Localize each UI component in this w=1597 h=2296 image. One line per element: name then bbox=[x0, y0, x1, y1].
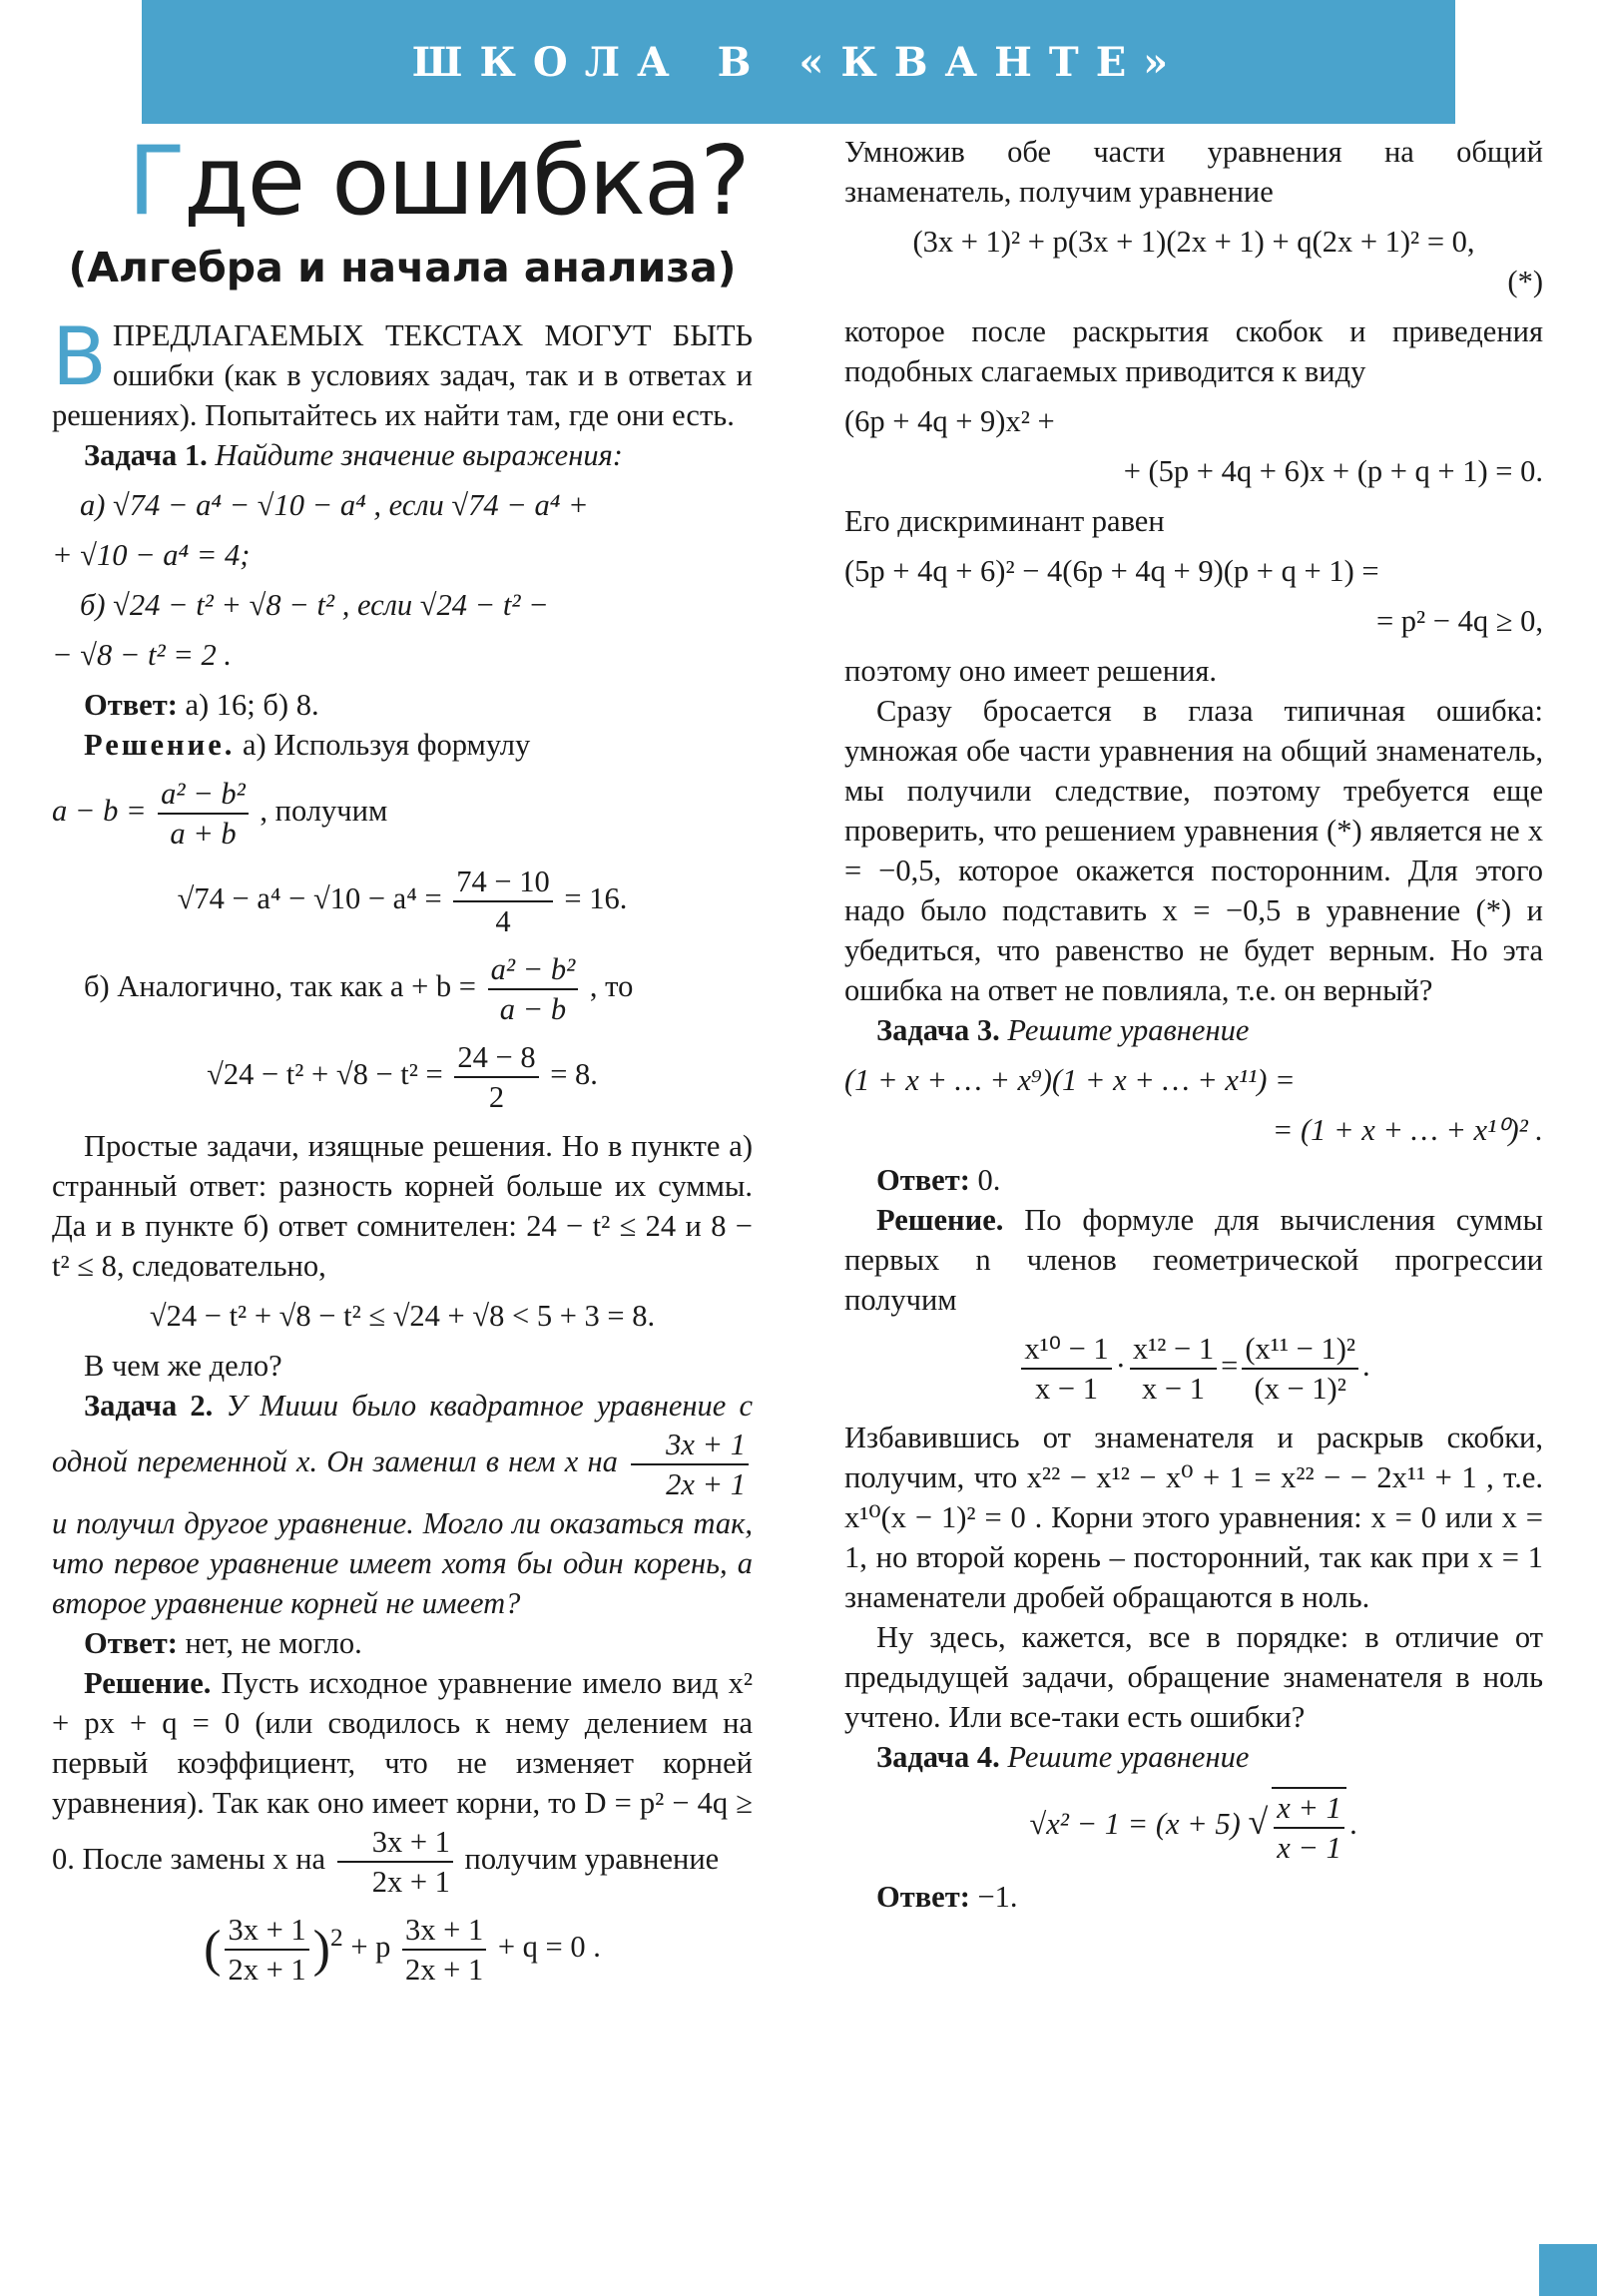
eq1-num: 74 − 10 bbox=[453, 862, 552, 902]
part-b bbox=[52, 950, 753, 1028]
intro-text: ПРЕДЛАГАЕМЫХ ТЕКСТАХ МОГУТ БЫТЬ ошибки (как в условиях задач, так и в ответах и решениях). Попытайтесь их найти там, где они есть. bbox=[52, 318, 753, 432]
equation-5: (3x + 1)² + p(3x + 1)(2x + 1) + q(2x + 1)² = 0, bbox=[912, 225, 1475, 259]
task4-task: Решите уравнение bbox=[1007, 1740, 1250, 1774]
section-banner bbox=[142, 0, 1455, 124]
answer3 bbox=[844, 1160, 1543, 1200]
eq2-rhs: = 8. bbox=[550, 1057, 598, 1091]
solution1-text: а) Используя формулу bbox=[243, 728, 531, 762]
equation-2 bbox=[52, 1038, 753, 1116]
eq9-fraction-3 bbox=[1242, 1330, 1358, 1408]
task4-label: Задача 4. bbox=[876, 1740, 1000, 1774]
solution2-tail: получим уравнение bbox=[464, 1842, 720, 1876]
eq1-lhs: √74 − a⁴ − √10 − a⁴ = bbox=[177, 881, 442, 915]
solution2-text: Пусть исходное уравнение имело вид x² + px + q = 0 (или сводилось к нему делением на первый коэффициент, что не изменяет корней уравнения). Так как оно имеет корни, то D = p² − 4q ≥ 0. После замены x на bbox=[52, 1666, 753, 1876]
formula-den: a + b bbox=[170, 817, 237, 851]
eq9-d1: x − 1 bbox=[1035, 1372, 1098, 1406]
section-title: ШКОЛА В «КВАНТЕ» bbox=[411, 38, 1186, 86]
eq9-n2: x¹² − 1 bbox=[1130, 1330, 1217, 1370]
equation-10: √x² − 1 = (x + 5) √ $\frac{x + 1}{x - 1}$ . bbox=[844, 1787, 1543, 1867]
task4-statement bbox=[844, 1737, 1543, 1777]
formula-fraction bbox=[158, 775, 249, 853]
eq9-n3: (x¹¹ − 1)² bbox=[1242, 1330, 1358, 1370]
left-column bbox=[52, 132, 753, 2278]
answer3-text: 0. bbox=[977, 1163, 1001, 1197]
right-paragraph-2: которое после раскрытия скобок и приведения подобных слагаемых приводится к виду bbox=[844, 314, 1543, 388]
formula-difference bbox=[52, 775, 753, 853]
answer2 bbox=[52, 1623, 753, 1663]
formula-lhs: a − b = bbox=[52, 794, 147, 828]
eq9-fraction-2 bbox=[1130, 1330, 1217, 1408]
eq1-fraction bbox=[453, 862, 552, 940]
task1-a2: + √10 − a⁴ = 4; bbox=[52, 538, 251, 572]
solution1 bbox=[52, 725, 753, 765]
equation-7b: = p² − 4q ≥ 0, bbox=[1375, 604, 1543, 638]
equation-3: √24 − t² + √8 − t² ≤ √24 + √8 < 5 + 3 = 8. bbox=[149, 1299, 656, 1333]
article-title bbox=[128, 132, 753, 237]
eq1-rhs: = 16. bbox=[564, 881, 628, 915]
eq4-den2: 2x + 1 bbox=[405, 1953, 484, 1987]
solution1-label: Решение. bbox=[84, 728, 236, 762]
answer4-label: Ответ: bbox=[876, 1880, 970, 1914]
task2-statement bbox=[52, 1386, 753, 1623]
part-b-den: a − b bbox=[499, 992, 567, 1026]
task2-text1: У Миши было квадратное уравнение с одной переменной x. Он заменил в нем x на bbox=[52, 1389, 753, 1478]
eq2-lhs: √24 − t² + √8 − t² = bbox=[207, 1057, 443, 1091]
task1-label: Задача 1. bbox=[84, 438, 208, 472]
eq10-num: x + 1 bbox=[1274, 1789, 1344, 1829]
equation-1 bbox=[52, 862, 753, 940]
eq4-square: 2 bbox=[329, 1923, 343, 1952]
task2-den: 2x + 1 bbox=[666, 1467, 746, 1501]
task1-statement bbox=[52, 435, 753, 475]
answer1 bbox=[52, 685, 753, 725]
task2-label: Задача 2. bbox=[84, 1389, 214, 1423]
equation-4 bbox=[52, 1911, 753, 1989]
part-b-num: a² − b² bbox=[488, 950, 579, 990]
eq9-fraction-1 bbox=[1021, 1330, 1111, 1408]
solution3-text: По формуле для вычисления суммы первых n членов геометрической прогрессии получим bbox=[844, 1203, 1543, 1317]
right-paragraph-1: Умножив обе части уравнения на общий знаменатель, получим уравнение bbox=[844, 135, 1543, 209]
equation-8b: = (1 + x + … + x¹⁰)² . bbox=[1272, 1113, 1543, 1147]
answer4 bbox=[844, 1877, 1543, 1917]
task1-b: б) √24 − t² + √8 − t² , если √24 − t² − bbox=[80, 588, 549, 622]
equation-8a: (1 + x + … + x⁹)(1 + x + … + x¹¹) = bbox=[844, 1063, 1296, 1097]
answer2-text: нет, не могло. bbox=[185, 1626, 362, 1660]
intro-paragraph bbox=[52, 310, 753, 435]
solution2 bbox=[52, 1663, 753, 1901]
right-paragraph-4: поэтому оно имеет решения. bbox=[844, 654, 1218, 688]
eq4-lparen: ( bbox=[204, 1921, 222, 1978]
equation-7a: (5p + 4q + 6)² − 4(6p + 4q + 9)(p + q + 1) = bbox=[844, 554, 1379, 588]
task2-num: 3x + 1 bbox=[631, 1426, 749, 1465]
task1-task: Найдите значение выражения: bbox=[215, 438, 623, 472]
eq2-fraction bbox=[454, 1038, 538, 1116]
eq4-den: 2x + 1 bbox=[228, 1953, 306, 1987]
solution2-den: 2x + 1 bbox=[371, 1865, 450, 1899]
solution2-fraction bbox=[337, 1823, 453, 1901]
answer1-text: а) 16; б) 8. bbox=[185, 688, 319, 722]
eq2-den: 2 bbox=[488, 1080, 505, 1114]
part-b-text: б) Аналогично, так как a + b = bbox=[84, 969, 477, 1003]
right-paragraph-7: Ну здесь, кажется, все в порядке: в отличие от предыдущей задачи, обращение знаменателя в ноль учтено. Или все-таки есть ошибки? bbox=[844, 1620, 1543, 1734]
answer4-text: −1. bbox=[977, 1880, 1018, 1914]
eq9-n1: x¹⁰ − 1 bbox=[1021, 1330, 1111, 1370]
task2-fraction bbox=[631, 1426, 749, 1503]
task3-task: Решите уравнение bbox=[1007, 1013, 1250, 1047]
solution3-label: Решение. bbox=[876, 1203, 1004, 1237]
eq9-d3: (x − 1)² bbox=[1254, 1372, 1346, 1406]
equation-6b: + (5p + 4q + 6)x + (p + q + 1) = 0. bbox=[1123, 454, 1543, 488]
eq4-rparen: ) bbox=[312, 1921, 330, 1978]
eq4-fraction-1 bbox=[225, 1911, 308, 1989]
eq4-rhs: + q = 0 . bbox=[497, 1930, 601, 1964]
paragraph-what: В чем же дело? bbox=[84, 1349, 282, 1383]
equation-9: $\frac{\text{x¹⁰ − 1}}{x - 1}$ · $\frac{\text{x¹² − 1}}{x - 1}$ = $\frac{\text{(x¹¹ − 1)²}}{\text{(x − 1)²}}$ . bbox=[844, 1330, 1543, 1408]
part-b-tail: , то bbox=[589, 969, 634, 1003]
part-b-fraction bbox=[488, 950, 579, 1028]
radical-sign: √ bbox=[1248, 1802, 1269, 1842]
task2-text2: и получил другое уравнение. Могло ли оказаться так, что первое уравнение имеет хотя бы один корень, а второе уравнение корней не имеет? bbox=[52, 1506, 753, 1620]
answer2-label: Ответ: bbox=[84, 1626, 178, 1660]
right-paragraph-3: Его дискриминант равен bbox=[844, 504, 1165, 538]
right-column bbox=[844, 132, 1543, 2278]
formula-tail: , получим bbox=[260, 794, 388, 828]
eq4-fraction-2 bbox=[402, 1911, 486, 1989]
right-paragraph-5: Сразу бросается в глаза типичная ошибка: умножая обе части уравнения на общий знаменатель, мы получили следствие, поэтому требуется еще проверить, что решением уравнения (*) является не x = −0,5, которое окажется посторонним. Для этого надо было подставить x = −0,5 в уравнение (*) и убедиться, что равенство не будет верным. Но эта ошибка на ответ не повлияла, т.е. он верный? bbox=[844, 694, 1543, 1007]
formula-num: a² − b² bbox=[158, 775, 249, 815]
drop-cap: В bbox=[52, 310, 107, 403]
eq2-num: 24 − 8 bbox=[454, 1038, 538, 1078]
eq4-num: 3x + 1 bbox=[225, 1911, 308, 1951]
eq1-den: 4 bbox=[495, 904, 511, 938]
task3-label: Задача 3. bbox=[876, 1013, 1000, 1047]
eq4-mid: + p bbox=[350, 1930, 391, 1964]
solution2-label: Решение. bbox=[84, 1666, 212, 1700]
eq4-num2: 3x + 1 bbox=[402, 1911, 486, 1951]
eq10-fraction bbox=[1272, 1787, 1346, 1867]
corner-accent bbox=[1539, 2244, 1597, 2296]
equation-6a: (6p + 4q + 9)x² + bbox=[844, 404, 1055, 438]
title-first-letter: Г bbox=[128, 132, 184, 237]
paragraph-simple: Простые задачи, изящные решения. Но в пункте а) странный ответ: разность корней больше их суммы. Да и в пункте б) ответ сомнителен: 24 − t² ≤ 24 и 8 − t² ≤ 8, следовательно, bbox=[52, 1129, 753, 1283]
right-paragraph-6: Избавившись от знаменателя и раскрыв скобки, получим, что x²² − x¹² − x⁰ + 1 = x²² − − 2x¹¹ + 1 , т.е. x¹⁰(x − 1)² = 0 . Корни этого уравнения: x = 0 или x = 1, но второй корень – посторонний, так как при x = 1 знаменатели дробей обращаются в ноль. bbox=[844, 1421, 1543, 1614]
eq10-lhs: √x² − 1 = (x + 5) bbox=[1029, 1807, 1241, 1841]
eq10-den: x − 1 bbox=[1277, 1831, 1341, 1865]
title-rest: де ошибка? bbox=[183, 132, 749, 237]
solution2-num: 3x + 1 bbox=[337, 1823, 453, 1863]
article-subtitle: (Алгебра и начала анализа) bbox=[68, 244, 737, 291]
answer1-label: Ответ: bbox=[84, 688, 178, 722]
task1-a: а) √74 − a⁴ − √10 − a⁴ , если √74 − a⁴ + bbox=[80, 488, 589, 522]
task1-b2: − √8 − t² = 2 . bbox=[52, 638, 232, 672]
answer3-label: Ответ: bbox=[876, 1163, 970, 1197]
solution3 bbox=[844, 1200, 1543, 1320]
equation-5-mark: (*) bbox=[1507, 265, 1543, 298]
task3-statement bbox=[844, 1010, 1543, 1050]
eq9-d2: x − 1 bbox=[1142, 1372, 1205, 1406]
